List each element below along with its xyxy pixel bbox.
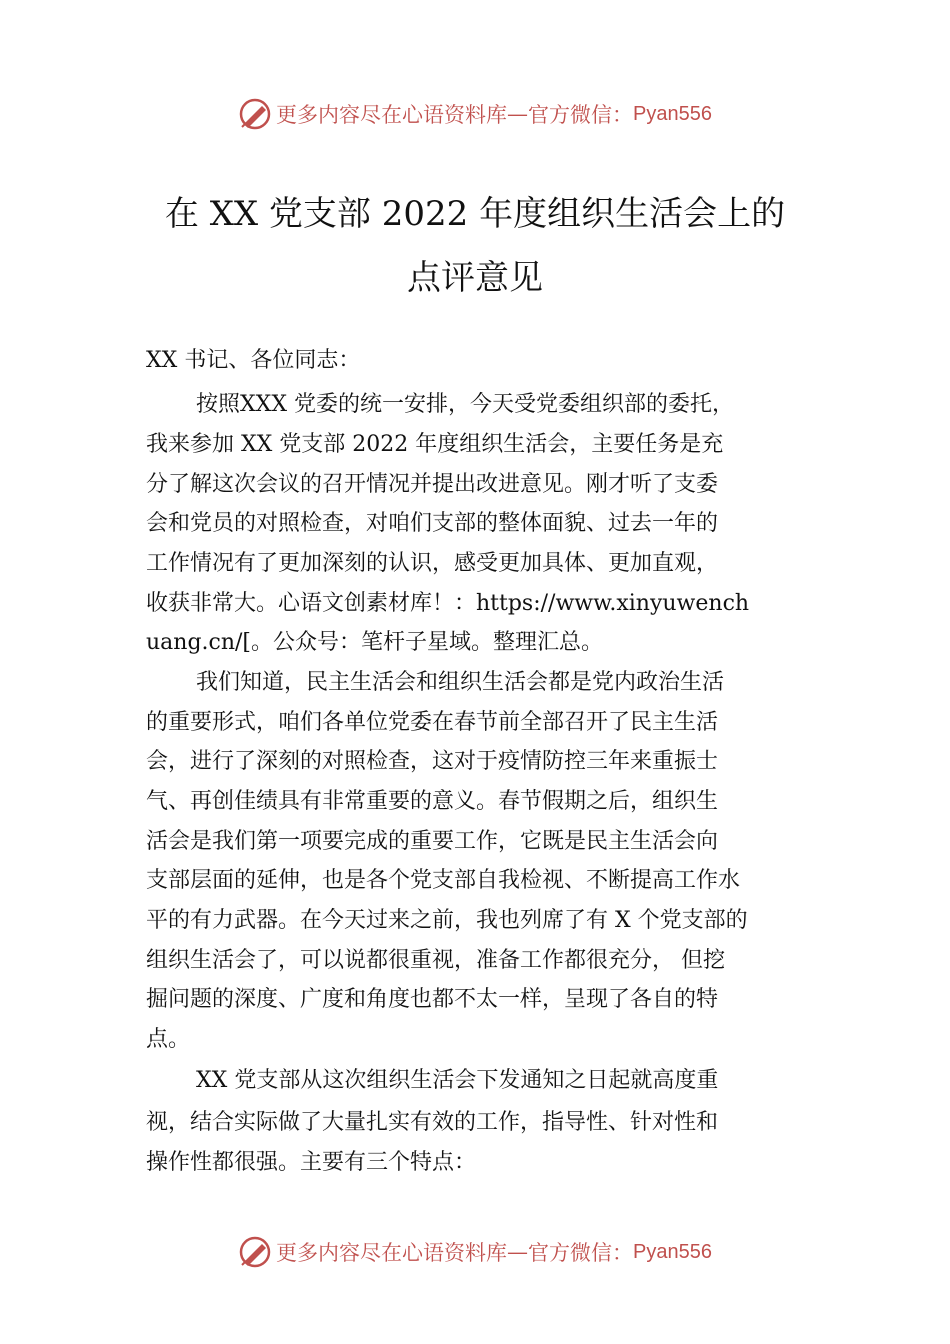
- paragraph-1-line: 分了解这次会议的召开情况并提出改进意见。刚才听了支委: [146, 472, 719, 497]
- document-title-line2: 点评意见: [407, 258, 543, 298]
- pen-logo-icon: [238, 97, 272, 131]
- paragraph-2-line: 支部层面的延伸，也是各个党支部自我检视、不断提高工作水: [146, 868, 741, 893]
- pen-logo-icon: [238, 1235, 272, 1269]
- watermark-id: Pyan556: [633, 102, 712, 125]
- paragraph-2-line: 点。: [146, 1027, 191, 1052]
- paragraph-2-line: 活会是我们第一项要完成的重要工作，它既是民主生活会向: [146, 829, 719, 854]
- paragraph-1-line: 会和党员的对照检查，对咱们支部的整体面貌、过去一年的: [146, 511, 719, 536]
- paragraph-2-line: 气、再创佳绩具有非常重要的意义。春节假期之后，组织生: [146, 789, 719, 814]
- watermark-label: 官方微信：: [528, 103, 634, 127]
- watermark-id: Pyan556: [633, 1240, 712, 1263]
- paragraph-3-line: XX 党支部从这次组织生活会下发通知之日起就高度重: [196, 1068, 719, 1093]
- paragraph-1-line: uang.cn/[。公众号：笔杆子星域。整理汇总。: [146, 630, 604, 655]
- watermark-dash: —: [507, 1240, 529, 1264]
- document-title-line1: 在 XX 党支部 2022 年度组织生活会上的: [164, 194, 786, 234]
- paragraph-3-line: 视，结合实际做了大量扎实有效的工作，指导性、针对性和: [146, 1110, 719, 1135]
- paragraph-1-line: 工作情况有了更加深刻的认识，感受更加具体、更加直观，: [146, 551, 719, 576]
- paragraph-3-line: 操作性都很强。主要有三个特点：: [146, 1150, 477, 1175]
- watermark-banner-bottom: [0, 1232, 950, 1272]
- paragraph-2-line: 的重要形式，咱们各单位党委在春节前全部召开了民主生活: [146, 710, 719, 735]
- paragraph-2-line: 会，进行了深刻的对照检查，这对于疫情防控三年来重振士: [146, 749, 719, 774]
- paragraph-2-line: 组织生活会了，可以说都很重视，准备工作都很充分， 但挖: [146, 948, 725, 973]
- paragraph-2-line: 平的有力武器。在今天过来之前，我也列席了有 X 个党支部的: [146, 908, 748, 933]
- paragraph-1-line: 我来参加 XX 党支部 2022 年度组织生活会，主要任务是充: [146, 432, 724, 457]
- salutation: XX 书记、各位同志：: [146, 348, 361, 373]
- watermark-dash: —: [507, 102, 529, 126]
- watermark-text: 更多内容尽在心语资料库: [276, 103, 508, 127]
- paragraph-1-line: 按照XXX 党委的统一安排，今天受党委组织部的委托，: [196, 392, 734, 417]
- paragraph-1-line: 收获非常大。心语文创素材库！：https://www.xinyuwench: [146, 591, 750, 616]
- watermark-banner-top: [0, 94, 950, 134]
- paragraph-2-line: 掘问题的深度、广度和角度也都不太一样，呈现了各自的特: [146, 987, 719, 1012]
- watermark-label: 官方微信：: [528, 1241, 634, 1265]
- paragraph-2-line: 我们知道，民主生活会和组织生活会都是党内政治生活: [196, 670, 725, 695]
- watermark-text: 更多内容尽在心语资料库: [276, 1241, 508, 1265]
